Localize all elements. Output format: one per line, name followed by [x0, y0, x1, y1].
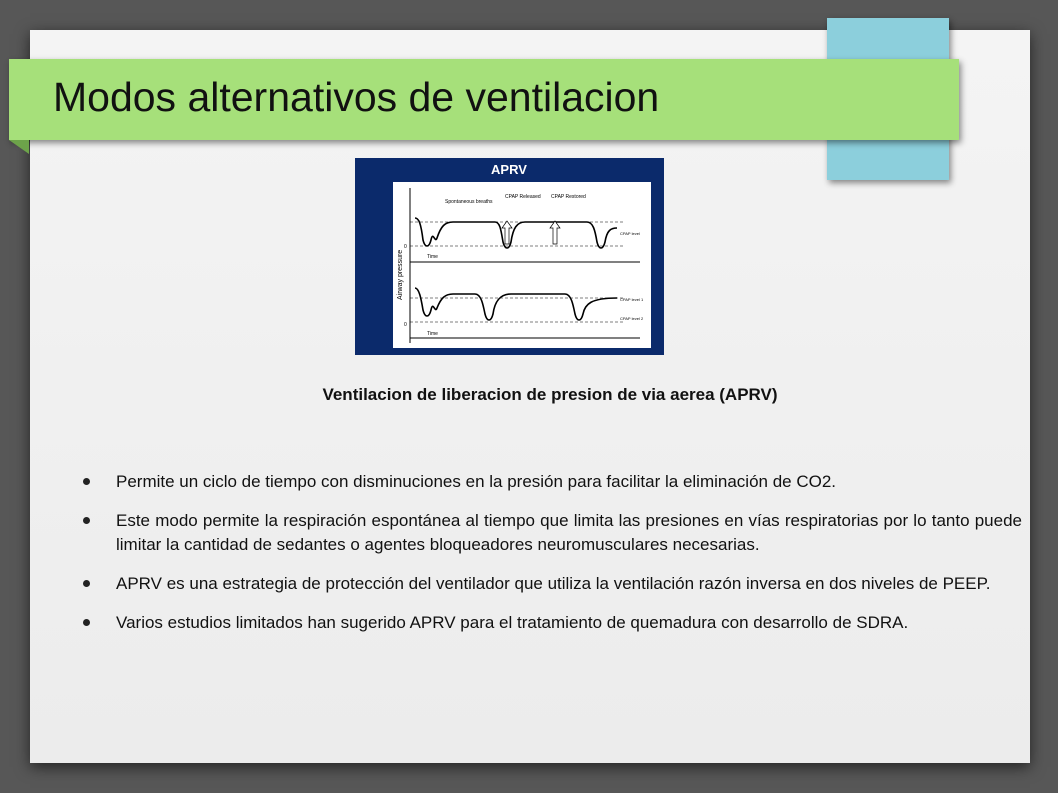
- label-spontaneous: Spontaneous breaths: [445, 199, 493, 205]
- bullet-text: Varios estudios limitados han sugerido APRV para el tratamiento de quemadura con desarrollo de SDRA.: [116, 613, 909, 632]
- bullet-dot-icon: [83, 478, 90, 485]
- bullet-item: [80, 470, 1022, 494]
- bullet-item: [80, 611, 1022, 635]
- bullet-dot-icon: [83, 619, 90, 626]
- bullet-text: Permite un ciclo de tiempo con disminuciones en la presión para facilitar la eliminación de CO2.: [116, 472, 837, 491]
- figure-caption: Ventilacion de liberacion de presion de via aerea (APRV): [322, 385, 778, 404]
- label-time-1: Time: [427, 254, 438, 260]
- label-time-2: Time: [427, 331, 438, 337]
- graph-panel: [393, 182, 651, 348]
- slide-title: Modos alternativos de ventilacion: [53, 74, 660, 120]
- y-axis-label: Airway pressure: [397, 249, 404, 300]
- label-level-2: CPAP level 2: [620, 316, 644, 321]
- bullet-item: [80, 509, 1022, 557]
- bullet-item: [80, 572, 1022, 596]
- aprv-pressure-graph: [355, 158, 664, 355]
- bullet-list: [80, 470, 1022, 650]
- title-bar-fold: [9, 140, 29, 154]
- aprv-figure: [355, 158, 664, 355]
- figure-heading: APRV: [491, 162, 527, 177]
- label-level-top: CPAP level: [620, 231, 640, 236]
- label-zero-2: 0: [404, 322, 407, 328]
- bullet-text: Este modo permite la respiración espontánea al tiempo que limita las presiones en vías respiratorias por lo tanto puede limitar la cantidad de sedantes o agentes bloqueadores neuromusculares necesarias.: [116, 511, 1022, 554]
- label-restored-1: CPAP Restored: [551, 194, 586, 200]
- bullet-text: APRV es una estrategia de protección del ventilador que utiliza la ventilación razón inversa en dos niveles de PEEP.: [116, 574, 991, 593]
- label-released-1: CPAP Released: [505, 194, 541, 200]
- label-zero-1: 0: [404, 244, 407, 250]
- bullet-dot-icon: [83, 517, 90, 524]
- label-level-1: CPAP level 1: [620, 297, 644, 302]
- bullet-dot-icon: [83, 580, 90, 587]
